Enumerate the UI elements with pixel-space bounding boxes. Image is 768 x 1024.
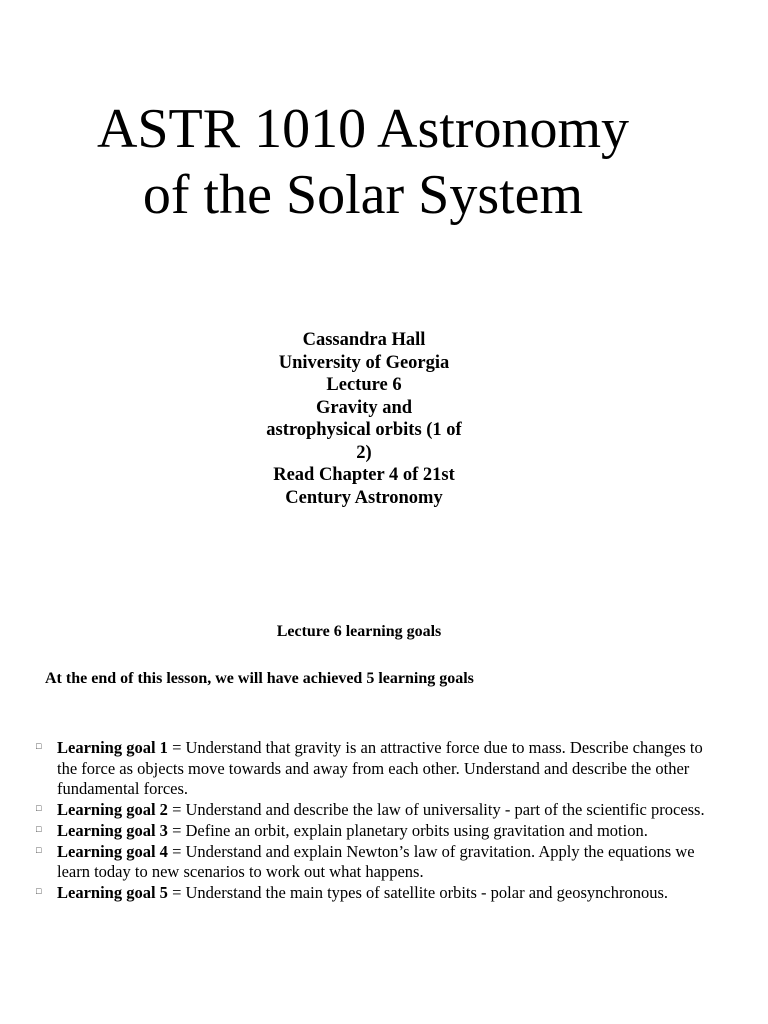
learning-goal-item (0, 842, 768, 883)
square-bullet-icon: □ (36, 803, 42, 814)
title-line-2: of the Solar System (142, 164, 584, 226)
goal-text: = Define an orbit, explain planetary orbits using gravitation and motion. (167, 820, 648, 840)
lecture-info (244, 329, 484, 509)
goal-text: = Understand the main types of satellite orbits - polar and geosynchronous. (167, 882, 669, 902)
lecturer-name: Cassandra Hall (302, 330, 426, 350)
title-line-1: ASTR 1010 Astronomy (96, 98, 630, 160)
slide-title (0, 96, 726, 228)
learning-goal-item (0, 738, 768, 800)
learning-goal-item (0, 821, 768, 842)
square-bullet-icon: □ (36, 741, 42, 751)
square-bullet-icon: □ (36, 823, 42, 834)
lecture-topic-line-1: Gravity and (315, 397, 413, 418)
reading-line-2: Century Astronomy (285, 487, 443, 508)
learning-goal-item (0, 800, 768, 821)
lecture-number: Lecture 6 (326, 375, 402, 395)
square-bullet-icon: □ (36, 885, 42, 896)
lecture-topic-line-2: astrophysical orbits (1 of (266, 420, 462, 440)
goal-label: Learning goal 4 (57, 841, 168, 861)
square-bullet-icon: □ (36, 844, 42, 855)
goal-text: = Understand that gravity is an attractive force due to mass. Describe changes to the force as objects move towards and away from each other. Understand and describe the other fundamental forces. (57, 738, 703, 799)
institution: University of Georgia (278, 352, 450, 373)
learning-goals-list (0, 738, 768, 904)
lecture-topic-line-3: 2) (356, 442, 372, 463)
goal-label: Learning goal 1 (57, 738, 168, 757)
goal-label: Learning goal 3 (57, 820, 168, 840)
learning-goals-intro: At the end of this lesson, we will have achieved 5 learning goals (45, 670, 474, 687)
reading-line-1: Read Chapter 4 of 21st (273, 465, 455, 485)
learning-goal-item (0, 883, 768, 904)
goal-text: = Understand and explain Newton’s law of gravitation. Apply the equations we learn today to new scenarios to work out what happens. (57, 841, 695, 882)
goal-label: Learning goal 2 (57, 800, 168, 820)
goal-text: = Understand and describe the law of universality - part of the scientific process. (167, 800, 705, 820)
goal-label: Learning goal 5 (57, 882, 168, 902)
learning-goals-heading: Lecture 6 learning goals (276, 623, 442, 640)
